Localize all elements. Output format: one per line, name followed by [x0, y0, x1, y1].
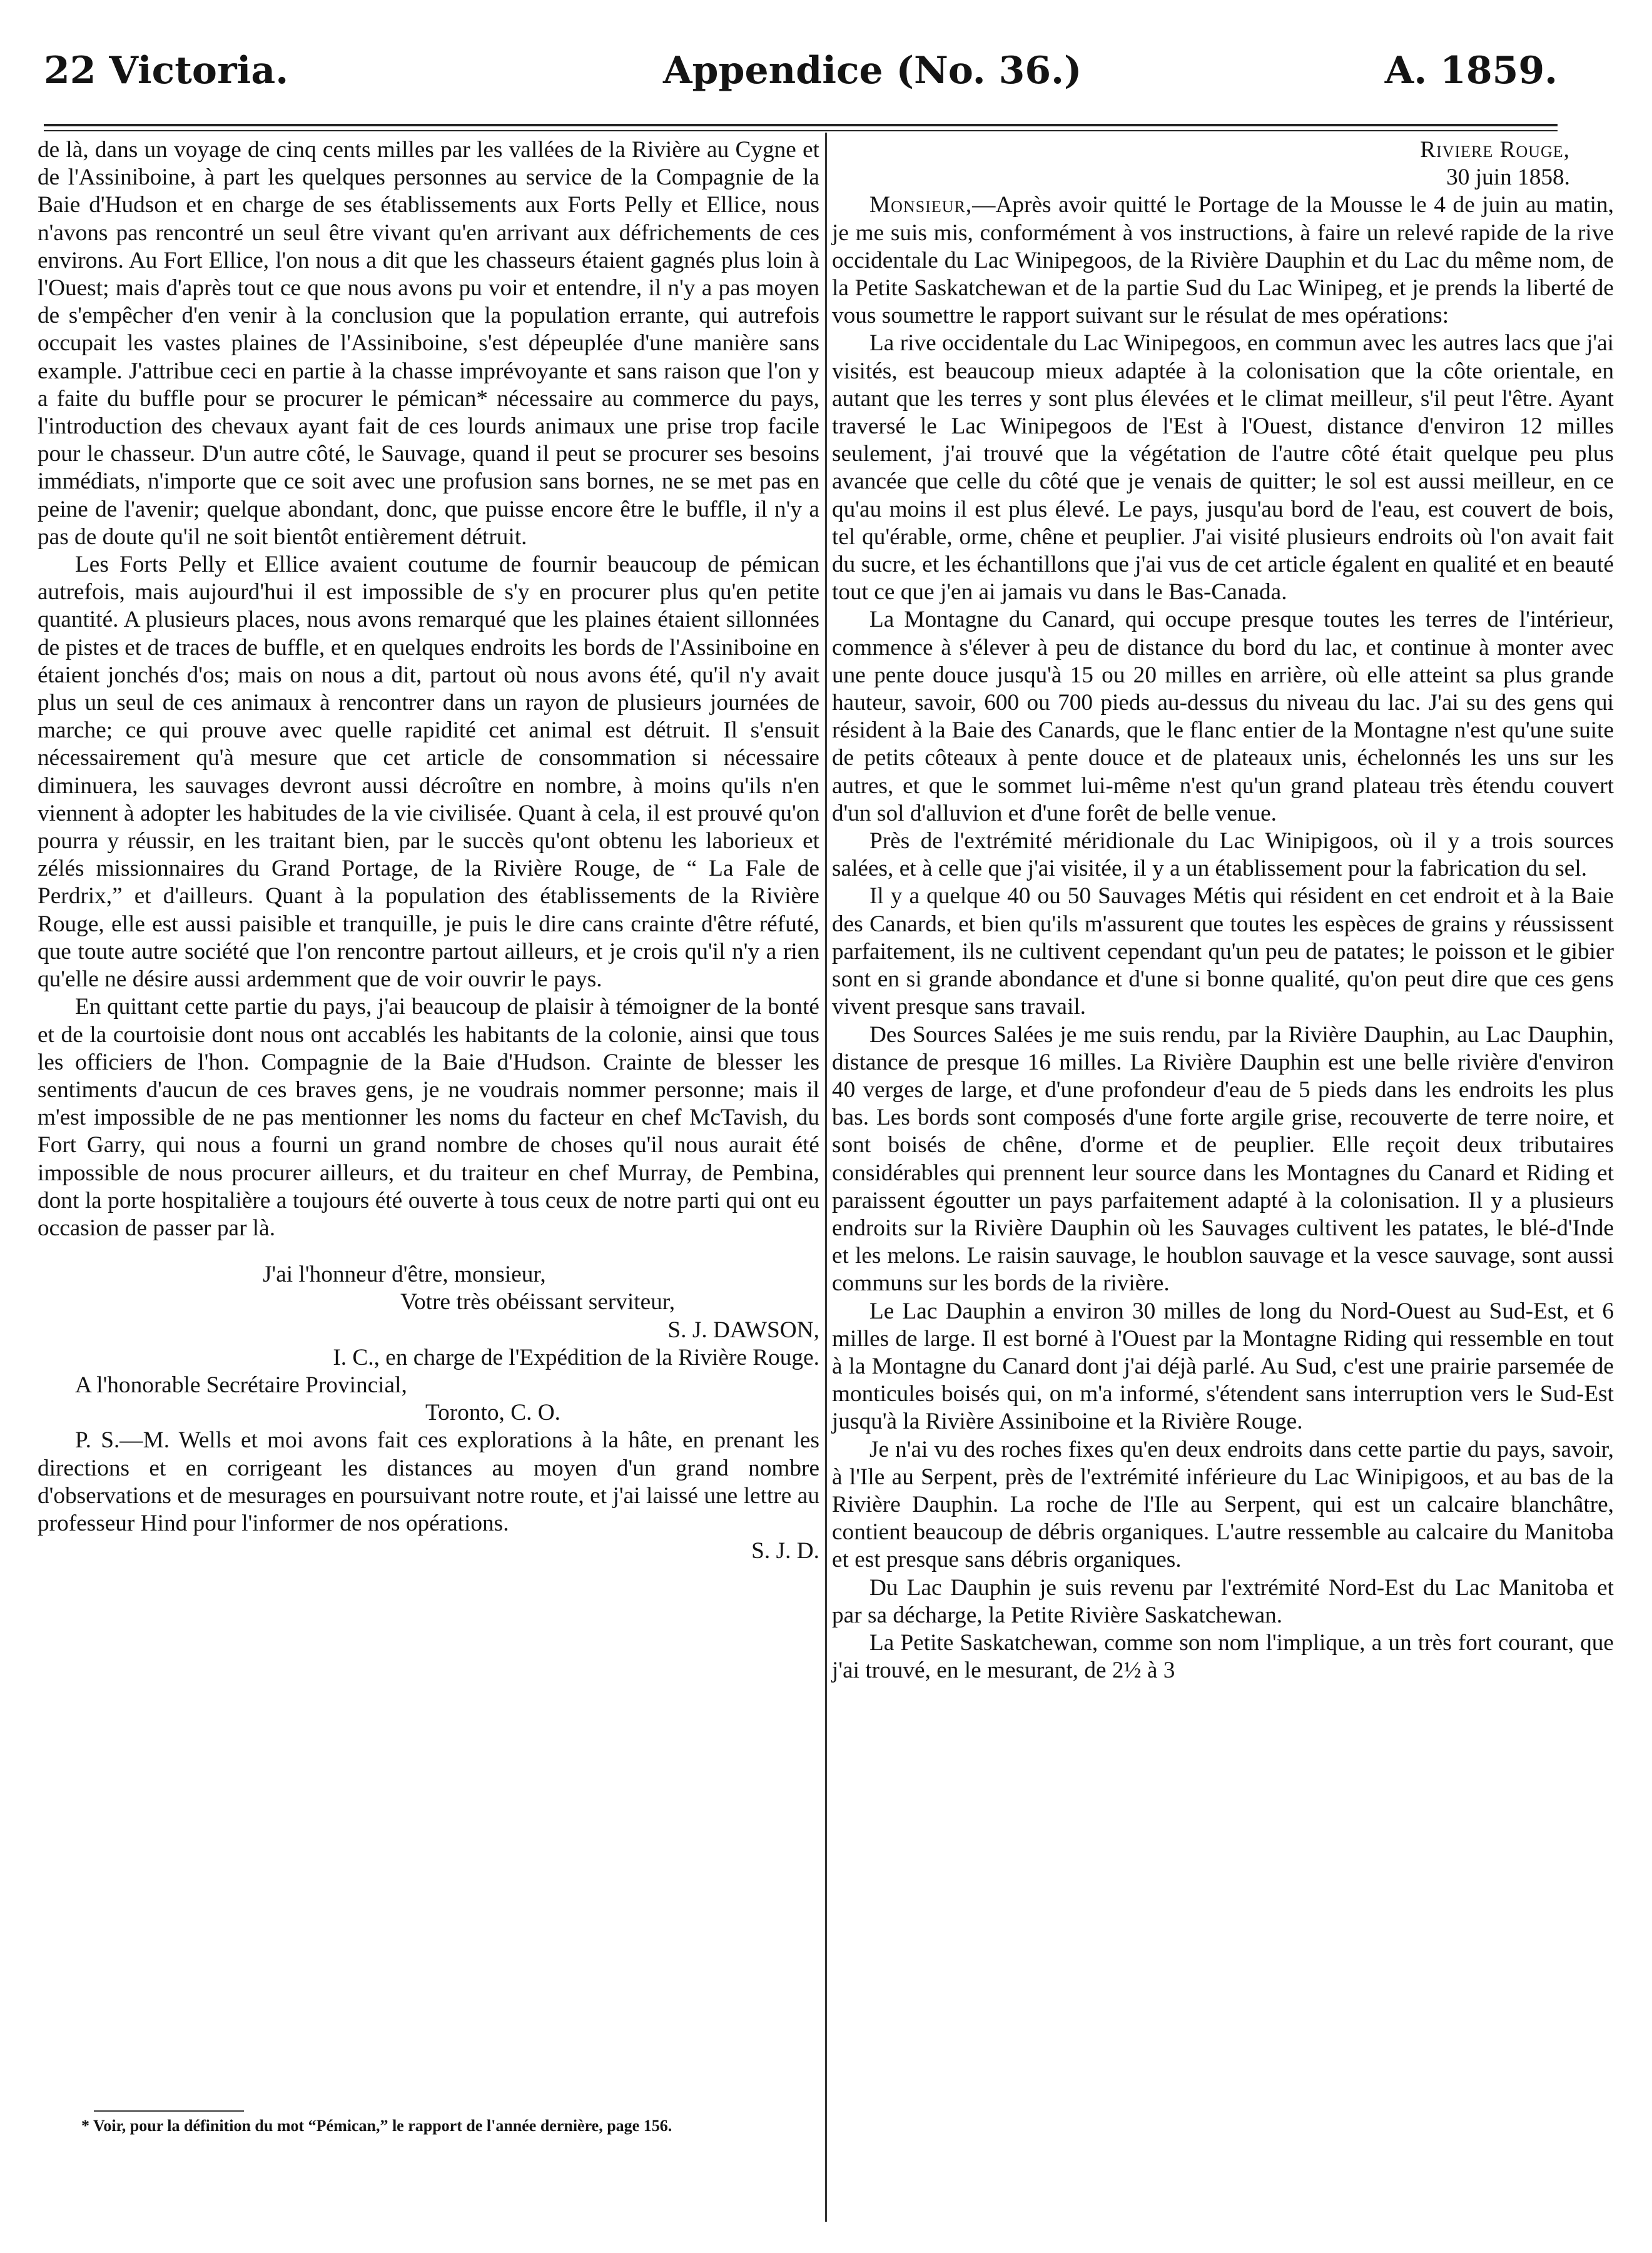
- footnote: * Voir, pour la définition du mot “Pémican,” le rapport de l'année dernière, page 156.: [81, 2117, 672, 2135]
- recipient-address: A l'honorable Secrétaire Provincial,: [75, 1372, 407, 1398]
- letter-closing: [38, 1261, 819, 1427]
- body-paragraph: Je n'ai vu des roches fixes qu'en deux endroits dans cette partie du pays, savoir, à l'Ile au Serpent, près de l'extrémité inférieure du Lac Winipigoos, et au bas de la Rivière Dauphin. La roche de l'Ile au Serpent, qui est un calcaire blanchâtre, contient beaucoup de débris organiques. L'autre ressemble au calcaire du Manitoba et est presque sans débris organiques.: [832, 1436, 1614, 1573]
- signature-name: S. J. DAWSON,: [667, 1317, 819, 1343]
- body-paragraph: La Montagne du Canard, qui occupe presque toutes les terres de l'intérieur, commence à s'élever à peu de distance du bord du lac, et continue à monter avec une pente douce jusqu'à 15 ou 20 milles en arrière, où elle atteint sa plus grande hauteur, savoir, 600 ou 700 pieds au-dessus du niveau du lac. J'ai su des gens qui résident à la Baie des Canards, que le flanc entier de la Montagne n'est qu'une suite de petits côteaux à pente douce et de plateaux unis, échelonnés les uns sur les autres, et que le sommet lui-même n'est qu'un grand plateau très étendu couvert d'un sol d'alluvion et d'une forêt de belle venue.: [832, 607, 1614, 826]
- body-paragraph: Le Lac Dauphin a environ 30 milles de long du Nord-Ouest au Sud-Est, et 6 milles de large. Il est borné à l'Ouest par la Montagne Riding qui ressemble en tout à la Montagne du Canard dont j'ai déjà parlé. Au Sud, c'est une prairie parsemée de monticules boisés qui, on m'a informé, s'étendent sans interruption vers le Sud-Est jusqu'à la Rivière Assiniboine et la Rivière Rouge.: [832, 1298, 1614, 1435]
- footnote-rule: [94, 2110, 244, 2112]
- recipient-city: Toronto, C. O.: [425, 1400, 560, 1426]
- letter-date: 30 juin 1858.: [1446, 165, 1570, 191]
- salutation: Monsieur,: [869, 192, 973, 218]
- letter-place: Riviere Rouge,: [1420, 137, 1570, 163]
- body-paragraph: La Petite Saskatchewan, comme son nom l'implique, a un très fort courant, que j'ai trouvé, en le mesurant, de 2½ à 3: [832, 1629, 1614, 1684]
- body-paragraph: [832, 191, 1614, 330]
- column-divider: [825, 133, 827, 2222]
- body-paragraph: Près de l'extrémité méridionale du Lac Winipigoos, où il y a trois sources salées, et à celle que j'ai visitée, il y a un établissement pour la fabrication du sel.: [832, 828, 1614, 882]
- body-paragraph: En quittant cette partie du pays, j'ai beaucoup de plaisir à témoigner de la bonté et de la courtoisie dont nous ont accablés les habitants de la colonie, ainsi que tous les officiers de l'hon. Compagnie de la Baie d'Hudson. Crainte de blesser les sentiments d'aucun de ces braves gens, je ne voudrais nommer personne; mais il m'est impossible de ne pas mentionner les noms du facteur en chef McTavish, du Fort Garry, qui nous a fourni un grand nombre de choses qu'il nous aurait été impossible de nous procurer ailleurs, et du traiteur en chef Murray, de Pembina, dont la porte hospitalière a toujours été ouverte à tous ceux de notre parti qui ont eu occasion de passer par là.: [38, 994, 819, 1241]
- header-rule-thin: [44, 130, 1558, 131]
- closing-line: J'ai l'honneur d'être, monsieur,: [263, 1262, 546, 1288]
- page-header: [44, 49, 1558, 105]
- header-appendix: Appendice (No. 36.): [663, 49, 1082, 93]
- body-paragraph: de là, dans un voyage de cinq cents milles par les vallées de la Rivière au Cygne et de l'Assiniboine, à part les quelques personnes au service de la Compagnie de la Baie d'Hudson et en charge de ses établissements aux Forts Pelly et Ellice, nous n'avons pas rencontré un seul être vivant qu'en arrivant aux défrichements de ces environs. Au Fort Ellice, l'on nous a dit que les chasseurs étaient gagnés plus loin à l'Ouest; mais d'après tout ce que nous avons pu voir et entendre, il n'y a pas moyen de s'empêcher d'en venir à la conclusion que la population errante, qui autrefois occupait les vastes plaines de l'Assiniboine, s'est dépeuplée d'une manière sans example. J'attribue ceci en partie à la chasse imprévoyante et sans raison que l'on y a faite du buffle pour se procurer le pémican* nécessaire au commerce du pays, l'introduction des chevaux ayant fait de ces lourds animaux une prise trop facile pour le chasseur. D'un autre côté, le Sauvage, quand il peut se procurer ses besoins immédiats, n'importe que ce soit avec une profusion sans bornes, ne se met pas en peine de l'avenir; quelque abondant, donc, que puisse encore être le buffle, il n'y a pas de doute qu'il ne soit bientôt entièrement détruit.: [38, 137, 819, 550]
- body-paragraph: Les Forts Pelly et Ellice avaient coutume de fournir beaucoup de pémican autrefois, mais aujourd'hui il est impossible de s'y en procurer plus qu'en petite quantité. A plusieurs places, nous avons remarqué que les plaines étaient sillonnées de pistes et de traces de buffle, et en quelques endroits les bords de l'Assiniboine en étaient jonchés d'os; mais on nous a dit, partout où nous avons été, qu'il n'y avait plus un seul de ces animaux à rencontrer dans un rayon de plusieurs journées de marche; ce qui prouve avec quelle rapidité cet animal est détruit. Il s'ensuit nécessairement qu'à mesure que cet article de consommation si nécessaire diminuera, les sauvages devront aussi décroître en nombre, à moins qu'ils n'en viennent à adopter les habitudes de la vie civilisée. Quant à cela, il est prouvé qu'on pourra y réussir, en les traitant bien, par le succès qu'ont obtenu les laborieux et zélés missionnaires du Grand Portage, de la Rivière Rouge, de “ La Fale de Perdrix,” et d'ailleurs. Quant à la population des établissements de la Rivière Rouge, elle est aussi paisible et tranquille, je puis le dire cans crainte d'être réfuté, que toute autre société que l'on rencontre partout ailleurs, et je crois qu'il n'y a rien qu'elle ne désire aussi ardemment que de voir ouvrir le pays.: [38, 552, 819, 993]
- left-column: [38, 136, 819, 1565]
- body-paragraph: La rive occidentale du Lac Winipegoos, en commun avec les autres lacs que j'ai visités, est beaucoup mieux adaptée à la colonisation que la côte orientale, en autant que les terres y sont plus élevées et le climat meilleur, s'il peut l'être. Ayant traversé le Lac Winipegoos de l'Est à l'Ouest, distance d'environ 12 milles seulement, j'ai trouvé que la végétation de l'autre côté était quelque peu plus avancée que celle du côté que je venais de quitter; le sol est aussi meilleur, en ce qu'au moins il est plus élevé. Le pays, jusqu'au bord de l'eau, est couvert de bois, tel qu'érable, orme, chêne et peuplier. J'ai visité plusieurs endroits où l'on avait fait du sucre, et les échantillons que j'ai vus de cet article égalent en qualité et en beauté tout ce que j'en ai jamais vu dans le Bas-Canada.: [832, 330, 1614, 605]
- header-year: A. 1859.: [1384, 49, 1558, 93]
- postscript: P. S.—M. Wells et moi avons fait ces explorations à la hâte, en prenant les directions et en corrigeant les distances au moyen d'un grand nombre d'observations et de mesurages en poursuivant notre route, et j'ai laissé une lettre au professeur Hind pour l'informer de nos opérations.: [38, 1427, 819, 1536]
- signature-title: I. C., en charge de l'Expédition de la Rivière Rouge.: [333, 1344, 819, 1370]
- right-column: [832, 136, 1614, 1684]
- closing-line: Votre très obéissant serviteur,: [400, 1289, 676, 1315]
- body-paragraph: Du Lac Dauphin je suis revenu par l'extrémité Nord-Est du Lac Manitoba et par sa décharge, la Petite Rivière Saskatchewan.: [832, 1574, 1614, 1628]
- header-rule-thick: [44, 124, 1558, 126]
- postscript-initials: S. J. D.: [751, 1538, 819, 1564]
- header-session: 22 Victoria.: [44, 49, 289, 93]
- body-paragraph: Il y a quelque 40 ou 50 Sauvages Métis qui résident en cet endroit et à la Baie des Canards, et bien qu'ils m'assurent que toutes les espèces de grains y réussissent parfaitement, ils ne cultivent cependant qu'un peu de patates; le poisson et le gibier sont en si grande abondance et d'une si bonne qualité, qu'on peut dire que ces gens vivent presque sans travail.: [832, 883, 1614, 1020]
- body-paragraph: Des Sources Salées je me suis rendu, par la Rivière Dauphin, au Lac Dauphin, distance de presque 16 milles. La Rivière Dauphin est une belle rivière d'environ 40 verges de large, et d'une profondeur d'eau de 5 pieds dans les endroits les plus bas. Les bords sont composés d'une forte argile grise, recouverte de terre noire, et sont boisés de chêne, d'orme et de peuplier. Elle reçoit deux tributaires considérables qui prennent leur source dans les Montagnes du Canard et Riding et paraissent égoutter un pays parfaitement adapté à la colonisation. Il y a plusieurs endroits sur la Rivière Dauphin où les Sauvages cultivent les patates, le blé-d'Inde et les melons. Le raisin sauvage, le houblon sauvage et la vesce sauvage, sont aussi communs sur les bords de la rivière.: [832, 1021, 1614, 1297]
- opening-text: —Après avoir quitté le Portage de la Mousse le 4 de juin au matin, je me suis mis, conformément à vos instructions, à faire un relevé rapide de la rive occidentale du Lac Winipegoos, de la Rivière Dauphin et du Lac du même nom, de la Petite Saskatchewan et de la partie Sud du Lac Winipeg, et je prends la liberté de vous soumettre le rapport suivant sur le résulat de mes opérations:: [832, 192, 1614, 329]
